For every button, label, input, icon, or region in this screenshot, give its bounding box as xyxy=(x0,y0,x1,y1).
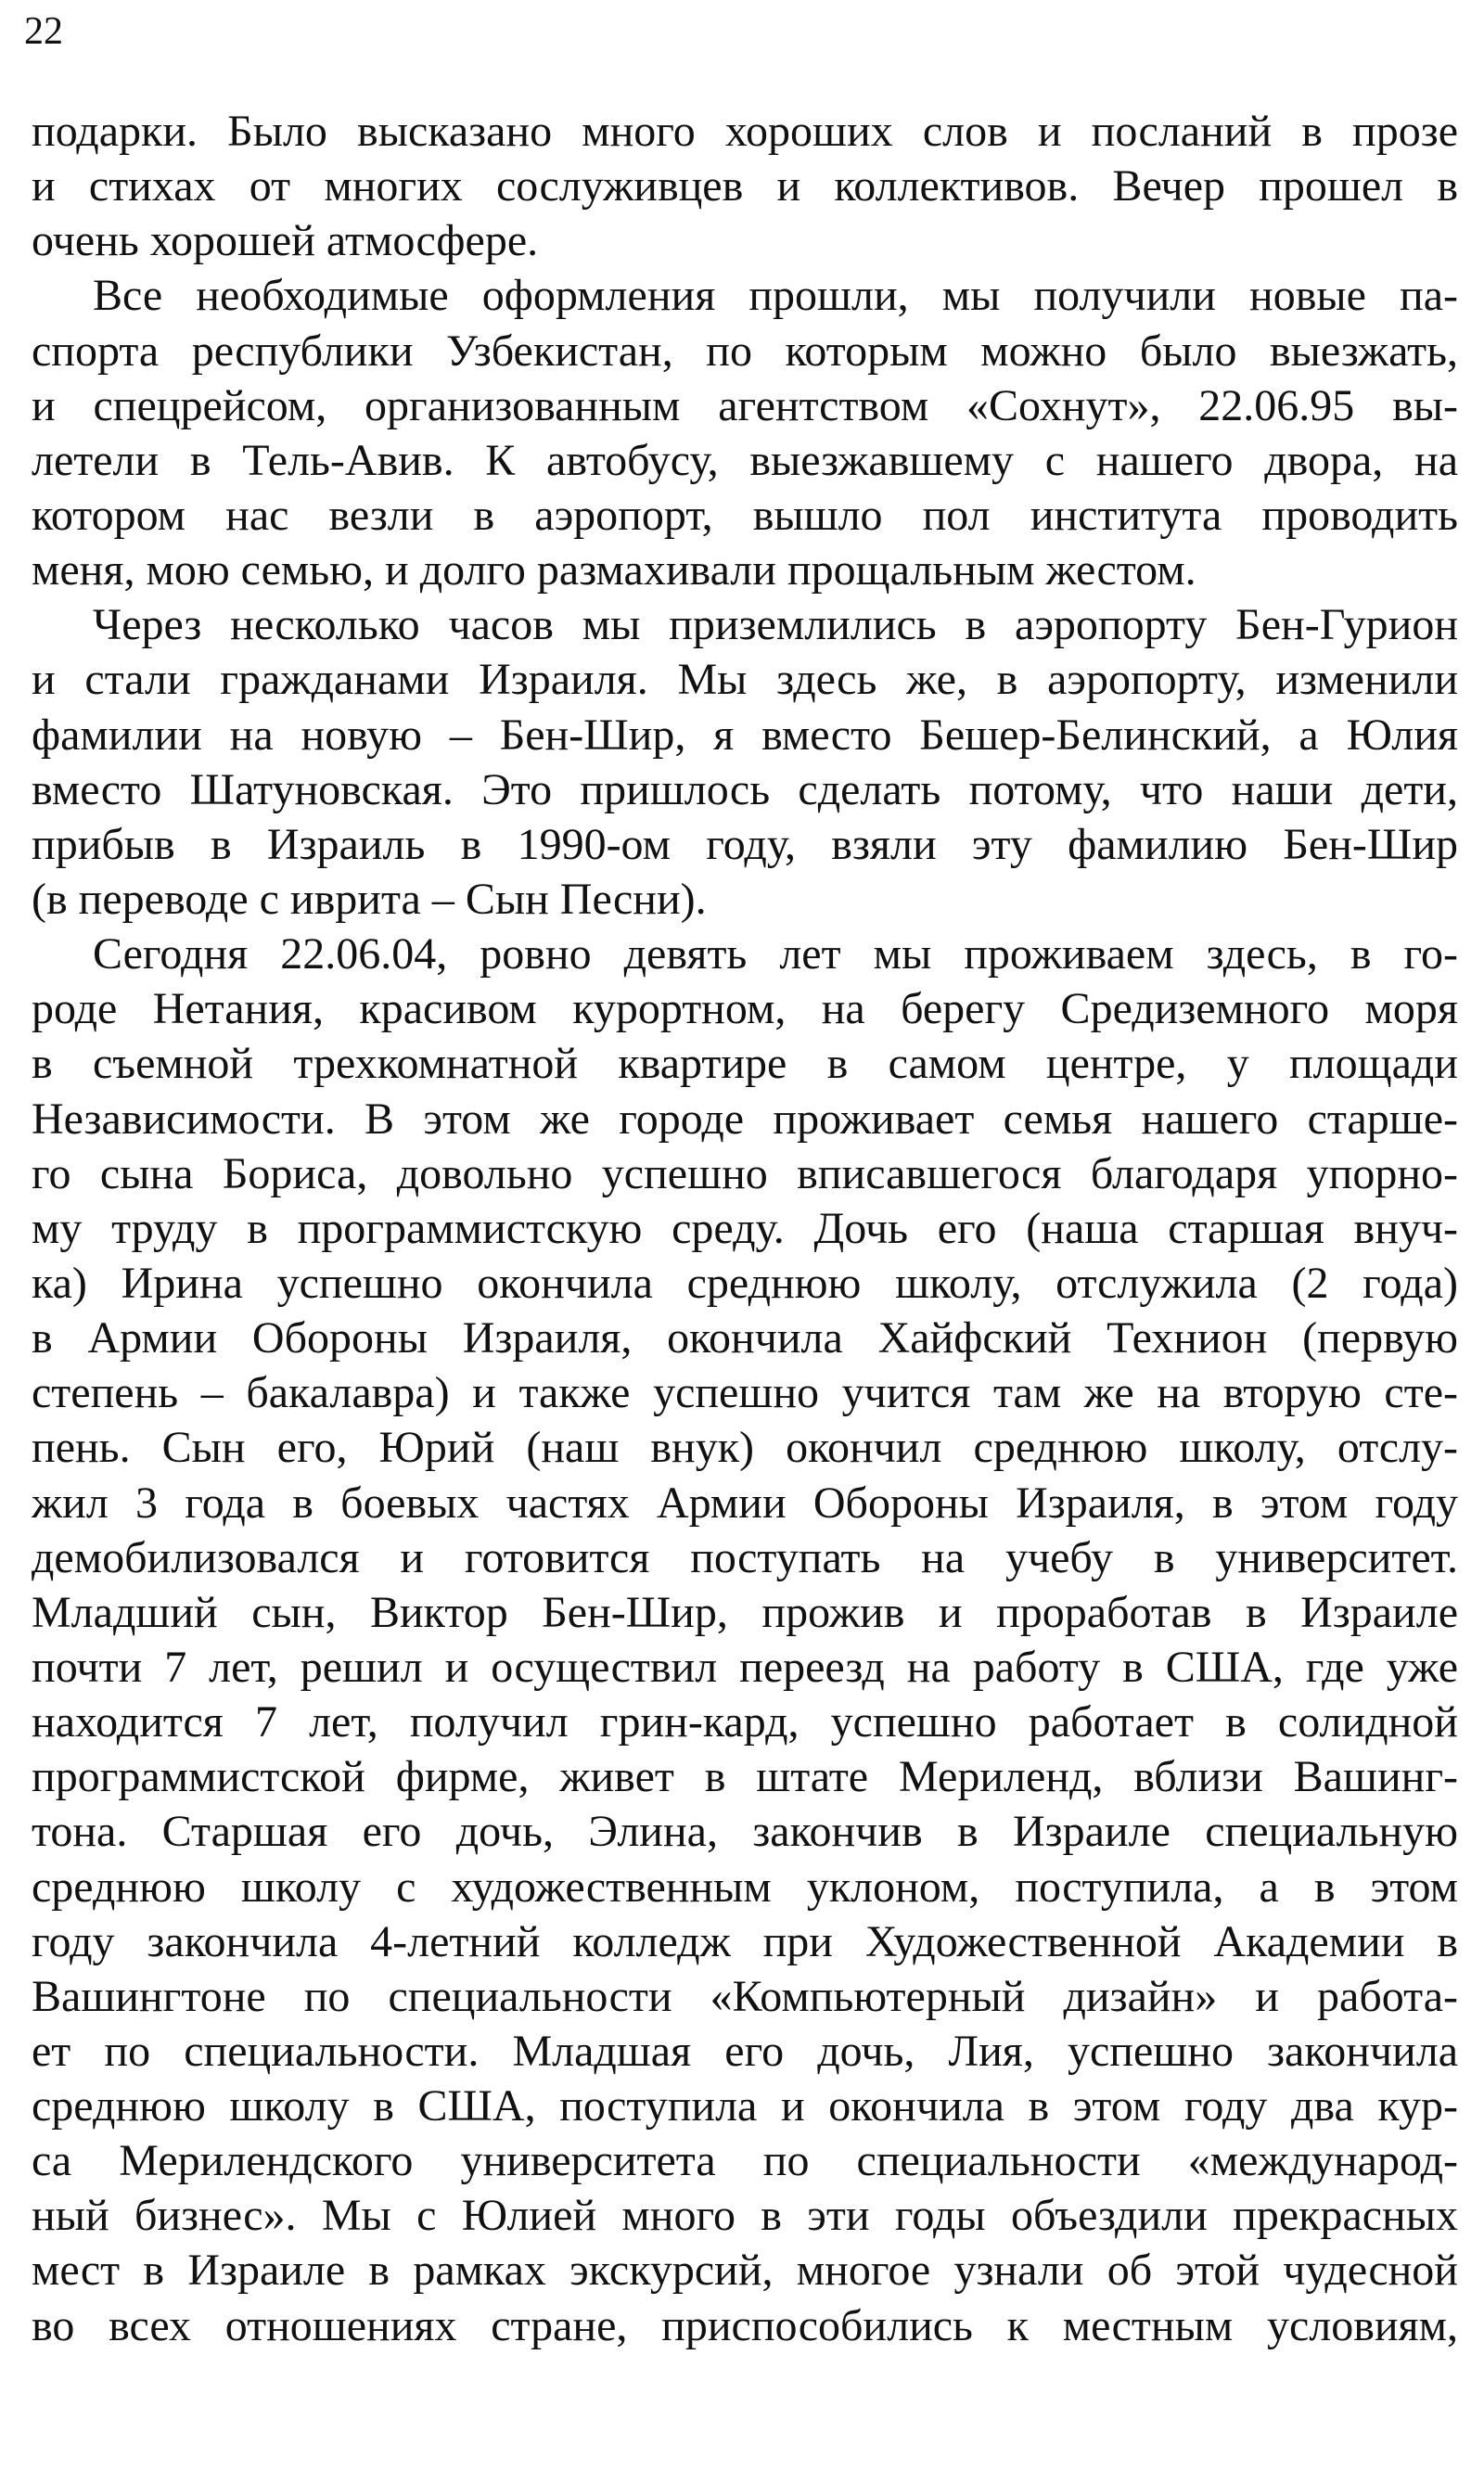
text-line: степень – бакалавра) и также успешно учится там же на вторую сте- xyxy=(32,1368,1458,1418)
text-line: находится 7 лет, получил грин-кард, успешно работает в солидной xyxy=(32,1697,1458,1747)
text-line: го сына Бориса, довольно успешно вписавшегося благодаря упорно- xyxy=(32,1148,1458,1198)
text-line: пень. Сын его, Юрий (наш внук) окончил среднюю школу, отслу- xyxy=(32,1423,1458,1473)
text-line: программистской фирме, живет в штате Мериленд, вблизи Вашинг- xyxy=(32,1752,1458,1802)
text-line: Сегодня 22.06.04, ровно девять лет мы проживаем здесь, в го- xyxy=(93,929,1458,979)
text-line: спорта республики Узбекистан, по которым можно было выезжать, xyxy=(32,326,1458,376)
text-line: году закончила 4-летний колледж при Художественной Академии в xyxy=(32,1916,1458,1966)
text-line: демобилизовался и готовится поступать на учебу в университет. xyxy=(32,1532,1458,1582)
text-line: фамилии на новую – Бен-Шир, я вместо Бешер-Белинский, а Юлия xyxy=(32,710,1458,760)
text-line: и стихах от многих сослуживцев и коллективов. Вечер прошел в xyxy=(32,161,1458,211)
text-line: очень хорошей атмосфере. xyxy=(32,216,539,266)
text-line: меня, мою семью, и долго размахивали прощальным жестом. xyxy=(32,545,1196,595)
text-line: ет по специальности. Младшая его дочь, Лия, успешно закончила xyxy=(32,2026,1458,2076)
text-line: (в переводе с иврита – Сын Песни). xyxy=(32,874,707,924)
text-line: Независимости. В этом же городе проживает семья нашего старше- xyxy=(32,1094,1458,1144)
text-line: ка) Ирина успешно окончила среднюю школу, отслужила (2 года) xyxy=(32,1258,1458,1308)
body-text xyxy=(32,104,1458,2353)
text-line: Вашингтоне по специальности «Компьютерный дизайн» и работа- xyxy=(32,1971,1458,2021)
text-line: жил 3 года в боевых частях Армии Обороны Израиля, в этом году xyxy=(32,1478,1458,1528)
text-line: тона. Старшая его дочь, Элина, закончив в Израиле специальную xyxy=(32,1807,1458,1857)
text-line: ный бизнес». Мы с Юлией много в эти годы объездили прекрасных xyxy=(32,2191,1458,2241)
text-line: в Армии Обороны Израиля, окончила Хайфский Технион (первую xyxy=(32,1313,1458,1363)
text-line: и спецрейсом, организованным агентством «Сохнут», 22.06.95 вы- xyxy=(32,380,1458,430)
text-line: во всех отношениях стране, приспособились к местным условиям, xyxy=(32,2300,1458,2350)
text-line: роде Нетания, красивом курортном, на берегу Средиземного моря xyxy=(32,984,1458,1034)
text-line: Младший сын, Виктор Бен-Шир, прожив и проработав в Израиле xyxy=(32,1587,1458,1637)
text-line: котором нас везли в аэропорт, вышло пол института проводить xyxy=(32,490,1458,540)
text-line: Через несколько часов мы приземлились в аэропорту Бен-Гурион xyxy=(93,600,1458,650)
text-line: среднюю школу в США, поступила и окончила в этом году два кур- xyxy=(32,2081,1458,2131)
text-line: подарки. Было высказано много хороших слов и посланий в прозе xyxy=(32,107,1458,156)
text-line: почти 7 лет, решил и осуществил переезд на работу в США, где уже xyxy=(32,1642,1458,1692)
text-line: мест в Израиле в рамках экскурсий, многое узнали об этой чудесной xyxy=(32,2246,1458,2296)
text-line: са Мерилендского университета по специальности «международ- xyxy=(32,2136,1458,2186)
text-line: в съемной трехкомнатной квартире в самом центре, у площади xyxy=(32,1039,1458,1089)
text-line: летели в Тель-Авив. К автобусу, выезжавшему с нашего двора, на xyxy=(32,435,1458,485)
page-number: 22 xyxy=(24,10,63,53)
text-line: Все необходимые оформления прошли, мы получили новые па- xyxy=(93,271,1458,321)
text-line: среднюю школу с художественным уклоном, поступила, а в этом xyxy=(32,1862,1458,1912)
text-line: му труду в программистскую среду. Дочь его (наша старшая внуч- xyxy=(32,1203,1458,1253)
text-line: и стали гражданами Израиля. Мы здесь же, в аэропорту, изменили xyxy=(32,655,1458,705)
text-line: прибыв в Израиль в 1990-ом году, взяли эту фамилию Бен-Шир xyxy=(32,819,1458,869)
text-line: вместо Шатуновская. Это пришлось сделать потому, что наши дети, xyxy=(32,764,1458,814)
